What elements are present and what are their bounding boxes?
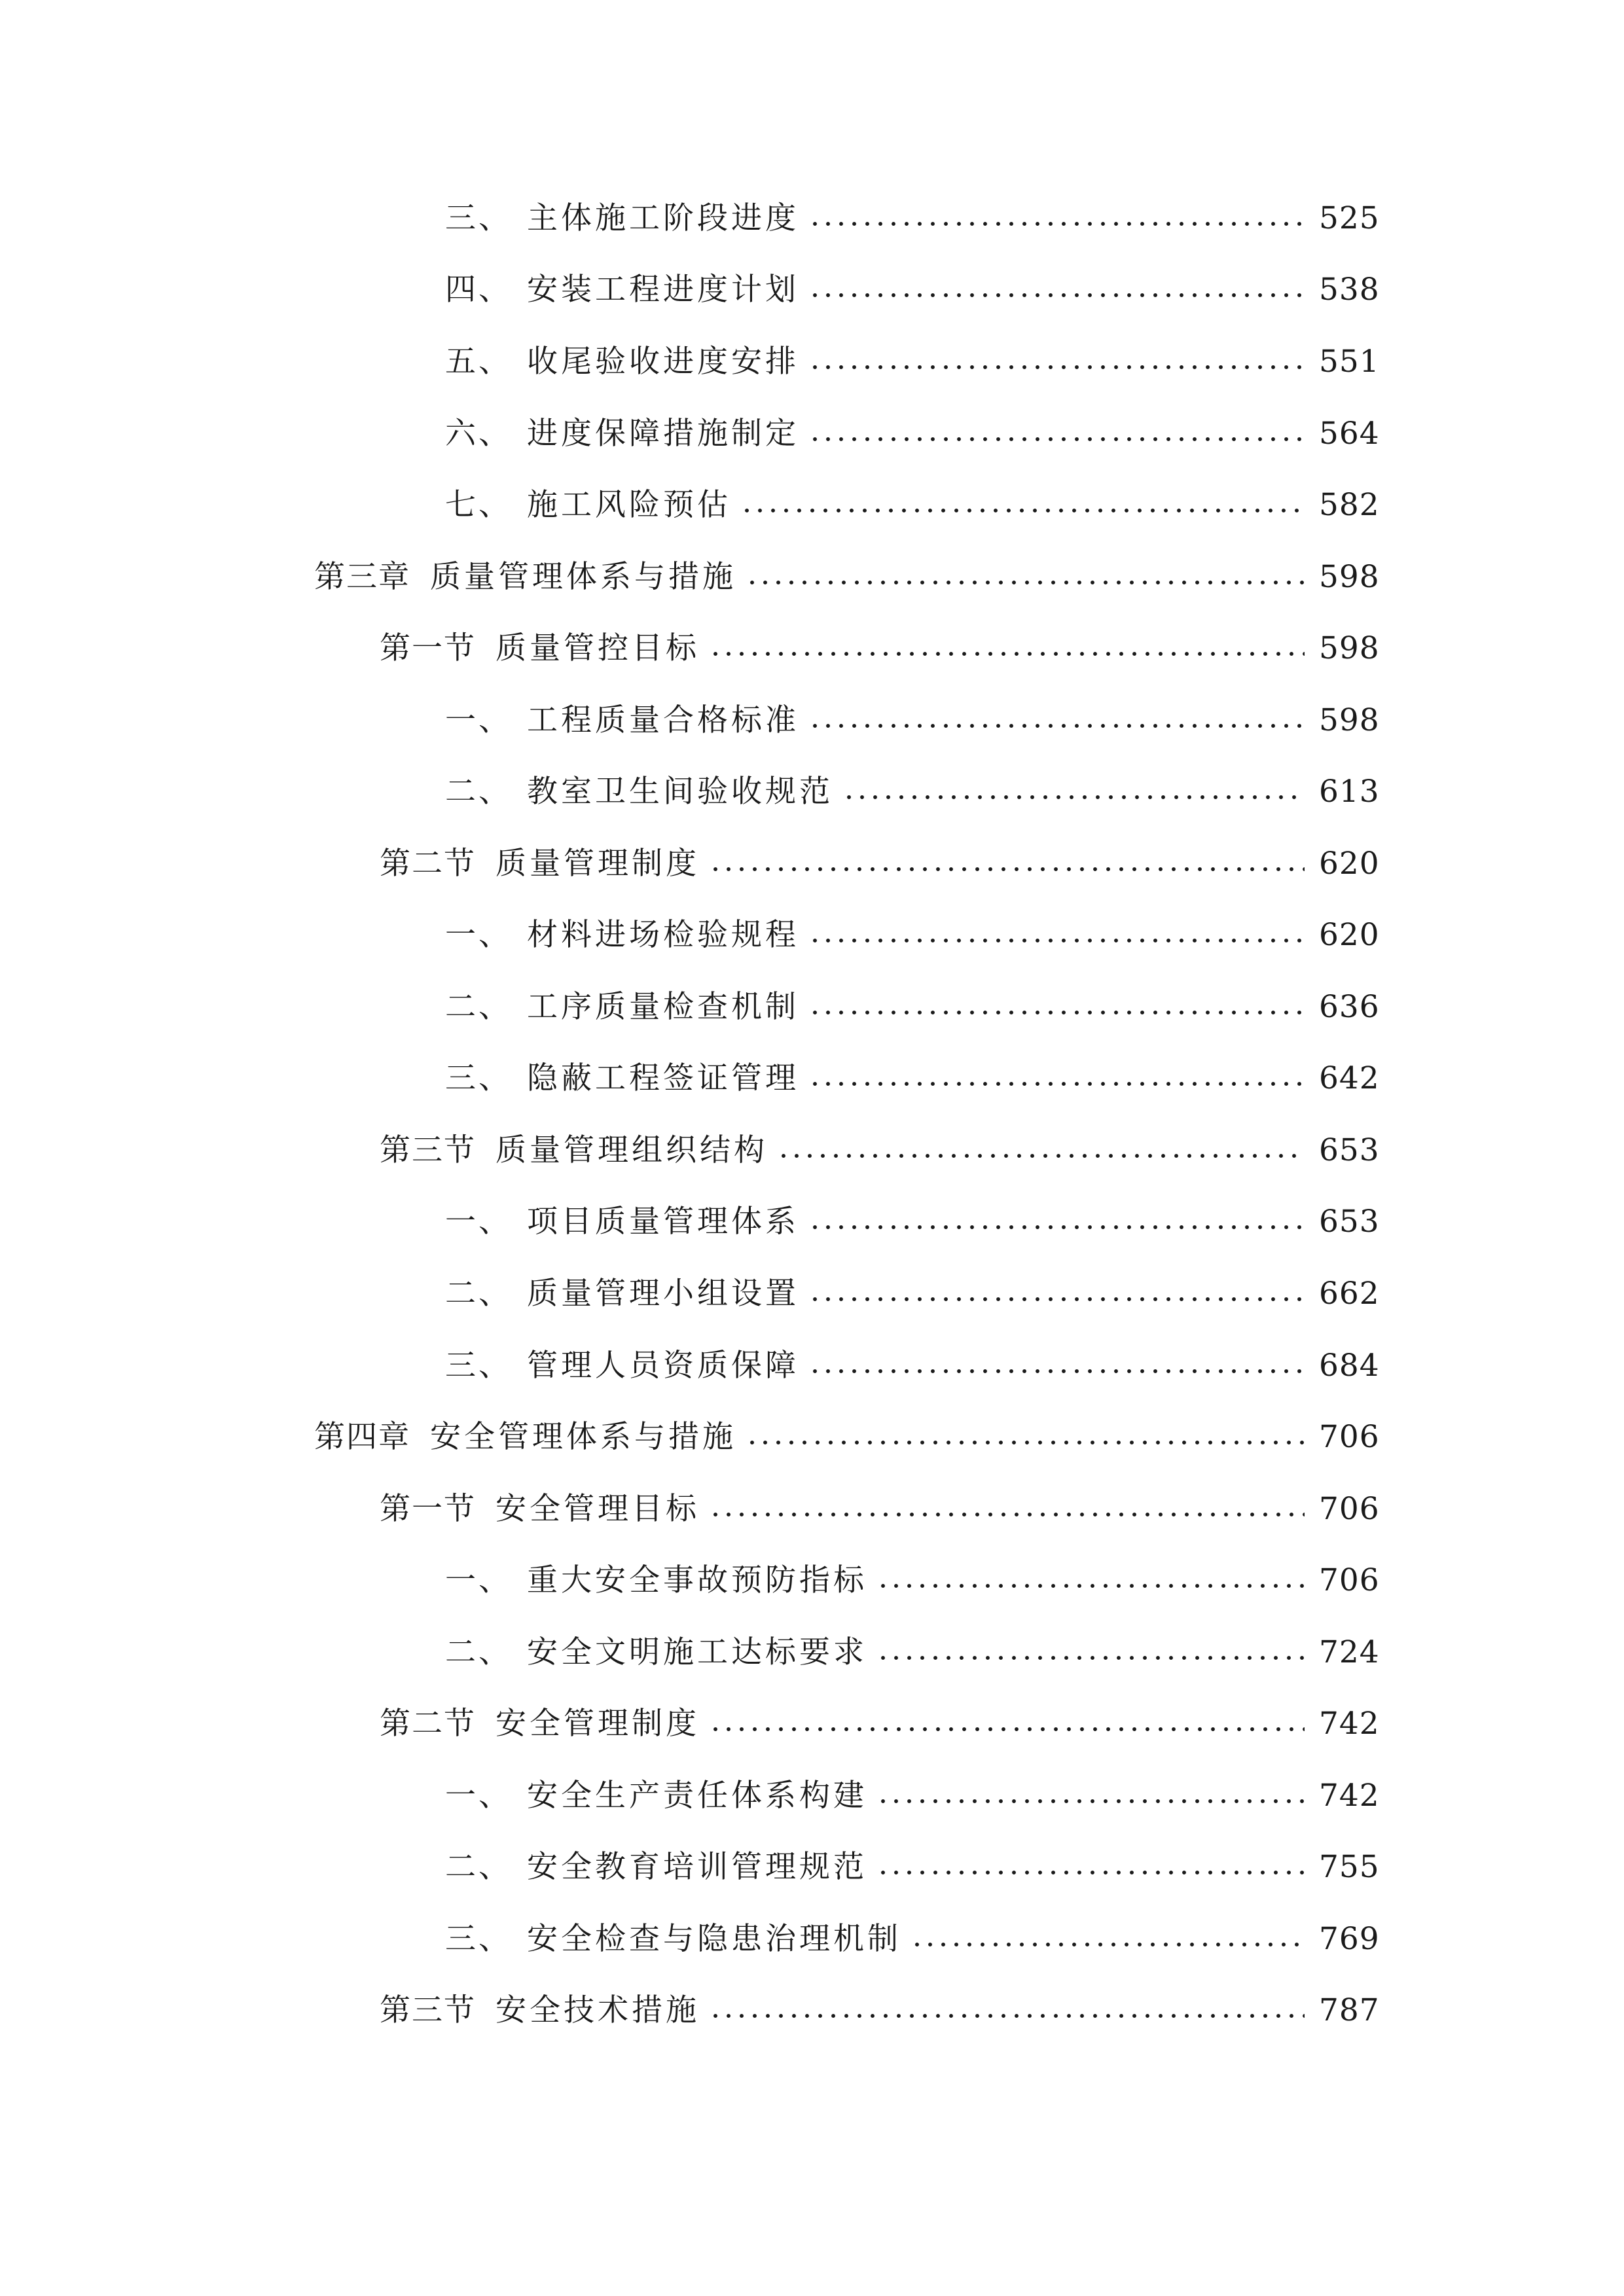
toc-entry[interactable] (445, 185, 1378, 251)
toc-entry-number: 一、 (445, 916, 512, 953)
dot-leader (808, 724, 1305, 728)
toc-entry-number: 第一节 (380, 1490, 476, 1527)
dot-leader (876, 1871, 1305, 1874)
dot-leader (808, 1369, 1305, 1373)
toc-entry-number: 三、 (445, 1920, 512, 1957)
dot-leader (808, 939, 1305, 942)
dot-leader (709, 652, 1305, 656)
toc-entry-page: 724 (1319, 1634, 1380, 1670)
toc-entry-page: 538 (1319, 271, 1380, 308)
toc-entry[interactable] (445, 1547, 1378, 1613)
toc-entry-number: 二、 (445, 1634, 512, 1670)
toc-entry-page: 742 (1319, 1705, 1380, 1742)
toc-entry-page: 706 (1319, 1562, 1380, 1598)
dot-leader (808, 1225, 1305, 1229)
dot-leader (746, 1441, 1305, 1444)
dot-leader (842, 795, 1305, 799)
toc-entry-number: 一、 (445, 1203, 512, 1240)
dot-leader (740, 509, 1305, 512)
toc-entry[interactable] (445, 759, 1378, 824)
toc-chapter-entry[interactable] (314, 544, 1378, 609)
dot-leader (808, 293, 1305, 297)
dot-leader (808, 437, 1305, 441)
toc-entry[interactable] (445, 257, 1378, 322)
toc-entry-title: 安全教育培训管理规范 (527, 1848, 867, 1885)
toc-entry-page: 742 (1319, 1777, 1380, 1814)
toc-entry-page: 653 (1319, 1132, 1380, 1168)
toc-entry[interactable] (445, 472, 1378, 537)
toc-entry[interactable] (445, 1189, 1378, 1254)
toc-entry-title: 质量管理体系与措施 (430, 558, 736, 595)
toc-entry-number: 三、 (445, 1347, 512, 1384)
toc-entry-title: 管理人员资质保障 (527, 1347, 799, 1384)
toc-section-entry[interactable] (380, 615, 1378, 681)
toc-entry-page: 642 (1319, 1060, 1380, 1096)
toc-entry-number: 二、 (445, 988, 512, 1025)
toc-entry-page: 662 (1319, 1275, 1380, 1312)
toc-entry[interactable] (445, 1763, 1378, 1828)
toc-entry-title: 安全管理目标 (496, 1490, 700, 1527)
toc-entry-title: 工程质量合格标准 (527, 702, 799, 738)
toc-entry-title: 安全管理体系与措施 (430, 1418, 736, 1455)
dot-leader (808, 1082, 1305, 1086)
toc-entry[interactable] (445, 1333, 1378, 1398)
toc-entry-number: 第一节 (380, 630, 476, 666)
toc-entry-number: 第三节 (380, 1992, 476, 2028)
toc-entry-page: 525 (1319, 200, 1380, 236)
toc-entry-page: 636 (1319, 988, 1380, 1025)
toc-entry-title: 质量管理制度 (496, 845, 700, 882)
toc-entry-page: 755 (1319, 1848, 1380, 1885)
toc-entry-number: 一、 (445, 702, 512, 738)
toc-entry-title: 安全技术措施 (496, 1992, 700, 2028)
toc-section-entry[interactable] (380, 1117, 1378, 1183)
toc-entry-page: 706 (1319, 1490, 1380, 1527)
toc-entry[interactable] (445, 401, 1378, 466)
dot-leader (808, 365, 1305, 369)
toc-entry-title: 工序质量检查机制 (527, 988, 799, 1025)
toc-entry[interactable] (445, 1906, 1378, 1971)
dot-leader (746, 581, 1305, 584)
toc-entry-title: 安全生产责任体系构建 (527, 1777, 867, 1814)
toc-entry-number: 二、 (445, 1848, 512, 1885)
toc-entry-number: 五、 (445, 343, 512, 380)
toc-entry-title: 施工风险预估 (527, 486, 731, 523)
dot-leader (876, 1799, 1305, 1803)
toc-entry-page: 564 (1319, 415, 1380, 452)
dot-leader (808, 1297, 1305, 1301)
toc-entry-page: 684 (1319, 1347, 1380, 1384)
dot-leader (709, 1513, 1305, 1516)
toc-entry[interactable] (445, 902, 1378, 967)
dot-leader (808, 222, 1305, 226)
toc-entry-page: 620 (1319, 916, 1380, 953)
toc-entry-page: 598 (1319, 558, 1380, 595)
toc-entry-title: 质量管控目标 (496, 630, 700, 666)
dot-leader (808, 1011, 1305, 1014)
toc-entry-number: 一、 (445, 1777, 512, 1814)
toc-section-entry[interactable] (380, 831, 1378, 896)
toc-entry-title: 安全管理制度 (496, 1705, 700, 1742)
toc-entry-number: 二、 (445, 1275, 512, 1312)
toc-entry-title: 安装工程进度计划 (527, 271, 799, 308)
dot-leader (709, 2014, 1305, 2018)
toc-entry-page: 620 (1319, 845, 1380, 882)
toc-entry-page: 598 (1319, 630, 1380, 666)
toc-entry-title: 隐蔽工程签证管理 (527, 1060, 799, 1096)
toc-entry[interactable] (445, 1834, 1378, 1899)
toc-entry-number: 三、 (445, 200, 512, 236)
dot-leader (709, 1727, 1305, 1731)
toc-entry-title: 收尾验收进度安排 (527, 343, 799, 380)
toc-entry-title: 安全文明施工达标要求 (527, 1634, 867, 1670)
toc-entry[interactable] (445, 1045, 1378, 1111)
toc-entry-number: 第三节 (380, 1132, 476, 1168)
toc-entry-title: 重大安全事故预防指标 (527, 1562, 867, 1598)
toc-entry[interactable] (445, 1619, 1378, 1685)
toc-entry-title: 教室卫生间验收规范 (527, 773, 833, 810)
toc-entry-title: 主体施工阶段进度 (527, 200, 799, 236)
toc-entry-title: 项目质量管理体系 (527, 1203, 799, 1240)
toc-entry-number: 六、 (445, 415, 512, 452)
toc-entry-number: 二、 (445, 773, 512, 810)
toc-entry-number: 第二节 (380, 1705, 476, 1742)
toc-entry[interactable] (445, 687, 1378, 753)
toc-entry-title: 安全检查与隐患治理机制 (527, 1920, 901, 1957)
dot-leader (876, 1584, 1305, 1588)
toc-entry-page: 582 (1319, 486, 1380, 523)
toc-section-entry[interactable] (380, 1476, 1378, 1541)
toc-entry-page: 706 (1319, 1418, 1380, 1455)
toc-entry-page: 551 (1319, 343, 1380, 380)
toc-section-entry[interactable] (380, 1977, 1378, 2043)
toc-section-entry[interactable] (380, 1691, 1378, 1756)
toc-entry-page: 769 (1319, 1920, 1380, 1957)
toc-entry-title: 进度保障措施制定 (527, 415, 799, 452)
toc-entry-title: 材料进场检验规程 (527, 916, 799, 953)
dot-leader (911, 1943, 1305, 1946)
toc-entry[interactable] (445, 329, 1378, 394)
toc-entry[interactable] (445, 1261, 1378, 1326)
toc-entry-number: 第三章 (314, 558, 410, 595)
toc-entry-title: 质量管理小组设置 (527, 1275, 799, 1312)
toc-entry-page: 613 (1319, 773, 1380, 810)
toc-entry-page: 653 (1319, 1203, 1380, 1240)
toc-chapter-entry[interactable] (314, 1404, 1378, 1469)
dot-leader (709, 867, 1305, 871)
toc-entry-page: 787 (1319, 1992, 1380, 2028)
toc-entry-number: 第二节 (380, 845, 476, 882)
dot-leader (777, 1154, 1305, 1158)
toc-entry-number: 七、 (445, 486, 512, 523)
toc-entry-number: 三、 (445, 1060, 512, 1096)
toc-entry-number: 一、 (445, 1562, 512, 1598)
dot-leader (876, 1656, 1305, 1660)
toc-entry-page: 598 (1319, 702, 1380, 738)
toc-entry[interactable] (445, 974, 1378, 1039)
toc-entry-number: 四、 (445, 271, 512, 308)
toc-entry-title: 质量管理组织结构 (496, 1132, 768, 1168)
toc-entry-number: 第四章 (314, 1418, 410, 1455)
